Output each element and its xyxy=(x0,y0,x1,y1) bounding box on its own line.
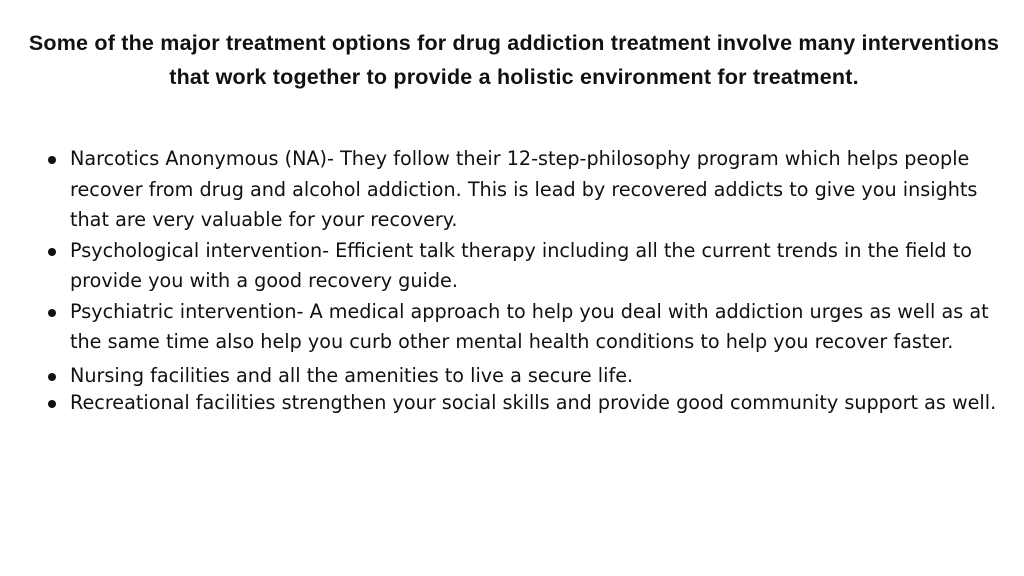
list-item-text: Psychological intervention- Efficient talk therapy including all the current trends in the field to provide you with a good recovery guide. xyxy=(70,238,972,292)
list-item-text: Psychiatric intervention- A medical approach to help you deal with addiction urges as well as at the same time also help you curb other mental health conditions to help you recover faster. xyxy=(70,299,989,353)
list-item xyxy=(70,388,1020,419)
list-item xyxy=(70,144,1020,236)
list-item-text: Narcotics Anonymous (NA)- They follow their 12-step-philosophy program which helps people recover from drug and alcohol addiction. This is lead by recovered addicts to give you insights that are very valuable for your recovery. xyxy=(70,147,978,231)
bullet-icon xyxy=(48,373,56,381)
list-item-text: Nursing facilities and all the amenities to live a secure life. xyxy=(70,363,634,387)
bullet-icon xyxy=(48,400,56,408)
list-item-text: Recreational facilities strengthen your social skills and provide good community support as well. xyxy=(70,391,997,414)
treatment-options-list xyxy=(70,144,1020,419)
list-item xyxy=(70,297,1020,358)
list-item xyxy=(70,236,1020,297)
bullet-icon xyxy=(48,309,56,317)
bullet-icon xyxy=(48,248,56,256)
bullet-icon xyxy=(48,156,56,164)
list-item xyxy=(70,361,1020,392)
slide-heading: Some of the major treatment options for drug addiction treatment involve many interventions that work together to provide a holistic environment for treatment. xyxy=(28,31,1000,89)
